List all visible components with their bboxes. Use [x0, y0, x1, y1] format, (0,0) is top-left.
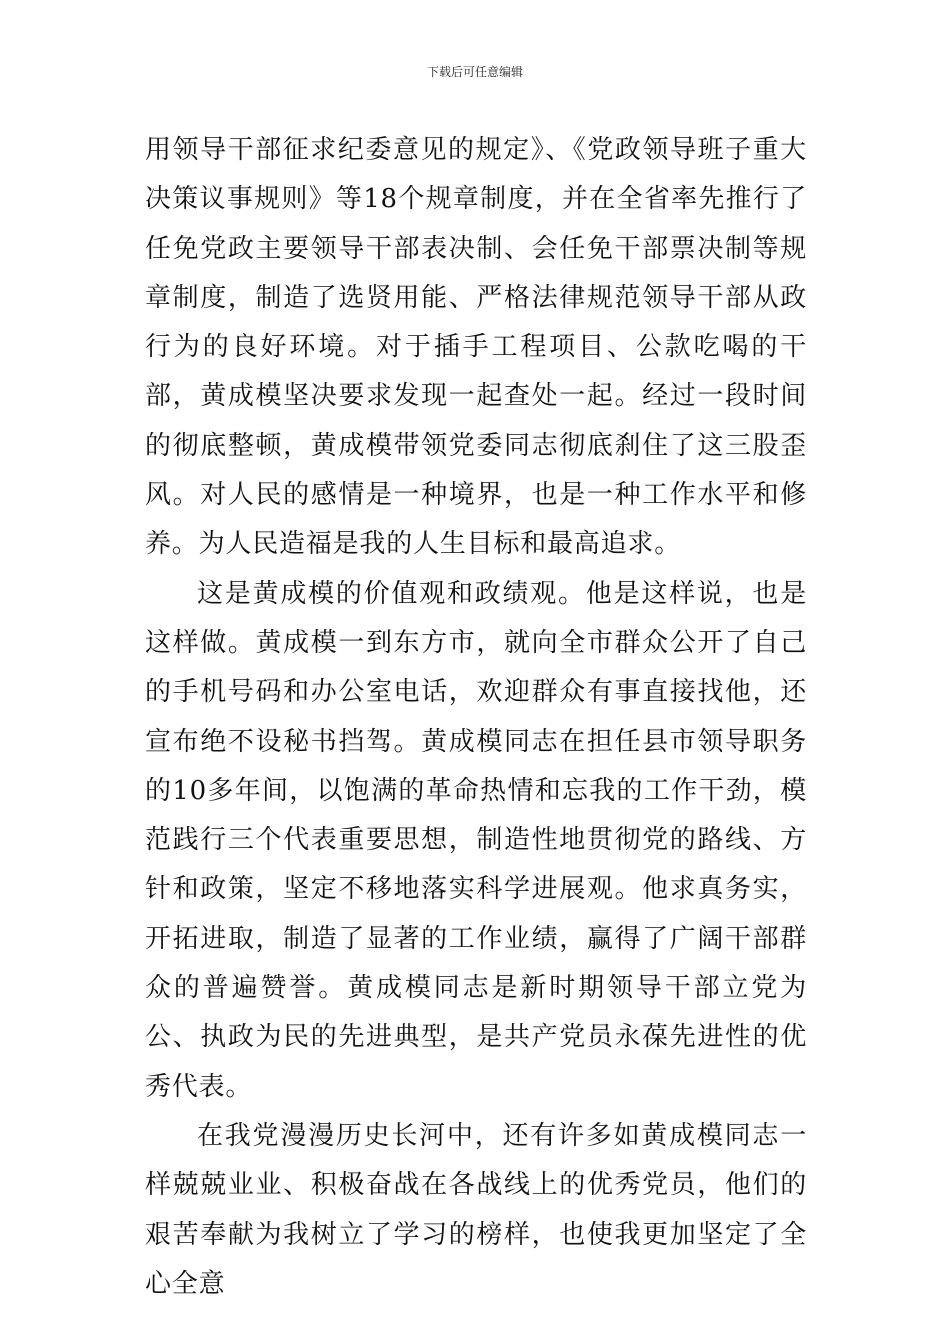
paragraph-continuation: 用领导干部征求纪委意见的规定》、《党政领导班子重大决策议事规则》等18个规章制度，并在全省率先推行了任免党政主要领导干部表决制、会任免干部票决制等规章制度，制造了选贤用能、严格法律规范领导干部从政行为的良好环境。对于插手工程项目、公款吃喝的干部，黄成模坚决要求发现一起查处一起。经过一段时间的彻底整顿，黄成模带领党委同志彻底刹住了这三股歪风。对人民的感情是一种境界，也是一种工作水平和修养。为人民造福是我的人生目标和最高追求。: [145, 135, 807, 560]
paragraph-values: 这是黄成模的价值观和政绩观。他是这样说，也是这样做。黄成模一到东方市，就向全市群众公开了自己的手机号码和办公室电话，欢迎群众有事直接找他，还宣布绝不设秘书挡驾。黄成模同志在担任县市领导职务的10多年间，以饱满的革命热情和忘我的工作干劲，模范践行三个代表重要思想，制造性地贯彻党的路线、方针和政策，坚定不移地落实科学进展观。他求真务实，开拓进取，制造了显著的工作业绩，赢得了广阔干部群众的普遍赞誉。黄成模同志是新时期领导干部立党为公、执政为民的先进典型，是共产党员永葆先进性的优秀代表。: [145, 578, 807, 1102]
page-header: 下载后可任意编辑: [426, 65, 523, 79]
paragraph-history: 在我党漫漫历史长河中，还有许多如黄成模同志一样兢兢业业、积极奋战在各战线上的优秀党员，他们的艰苦奉献为我树立了学习的榜样，也使我更加坚定了全心全意: [145, 1120, 807, 1299]
document-body: [145, 126, 807, 1309]
